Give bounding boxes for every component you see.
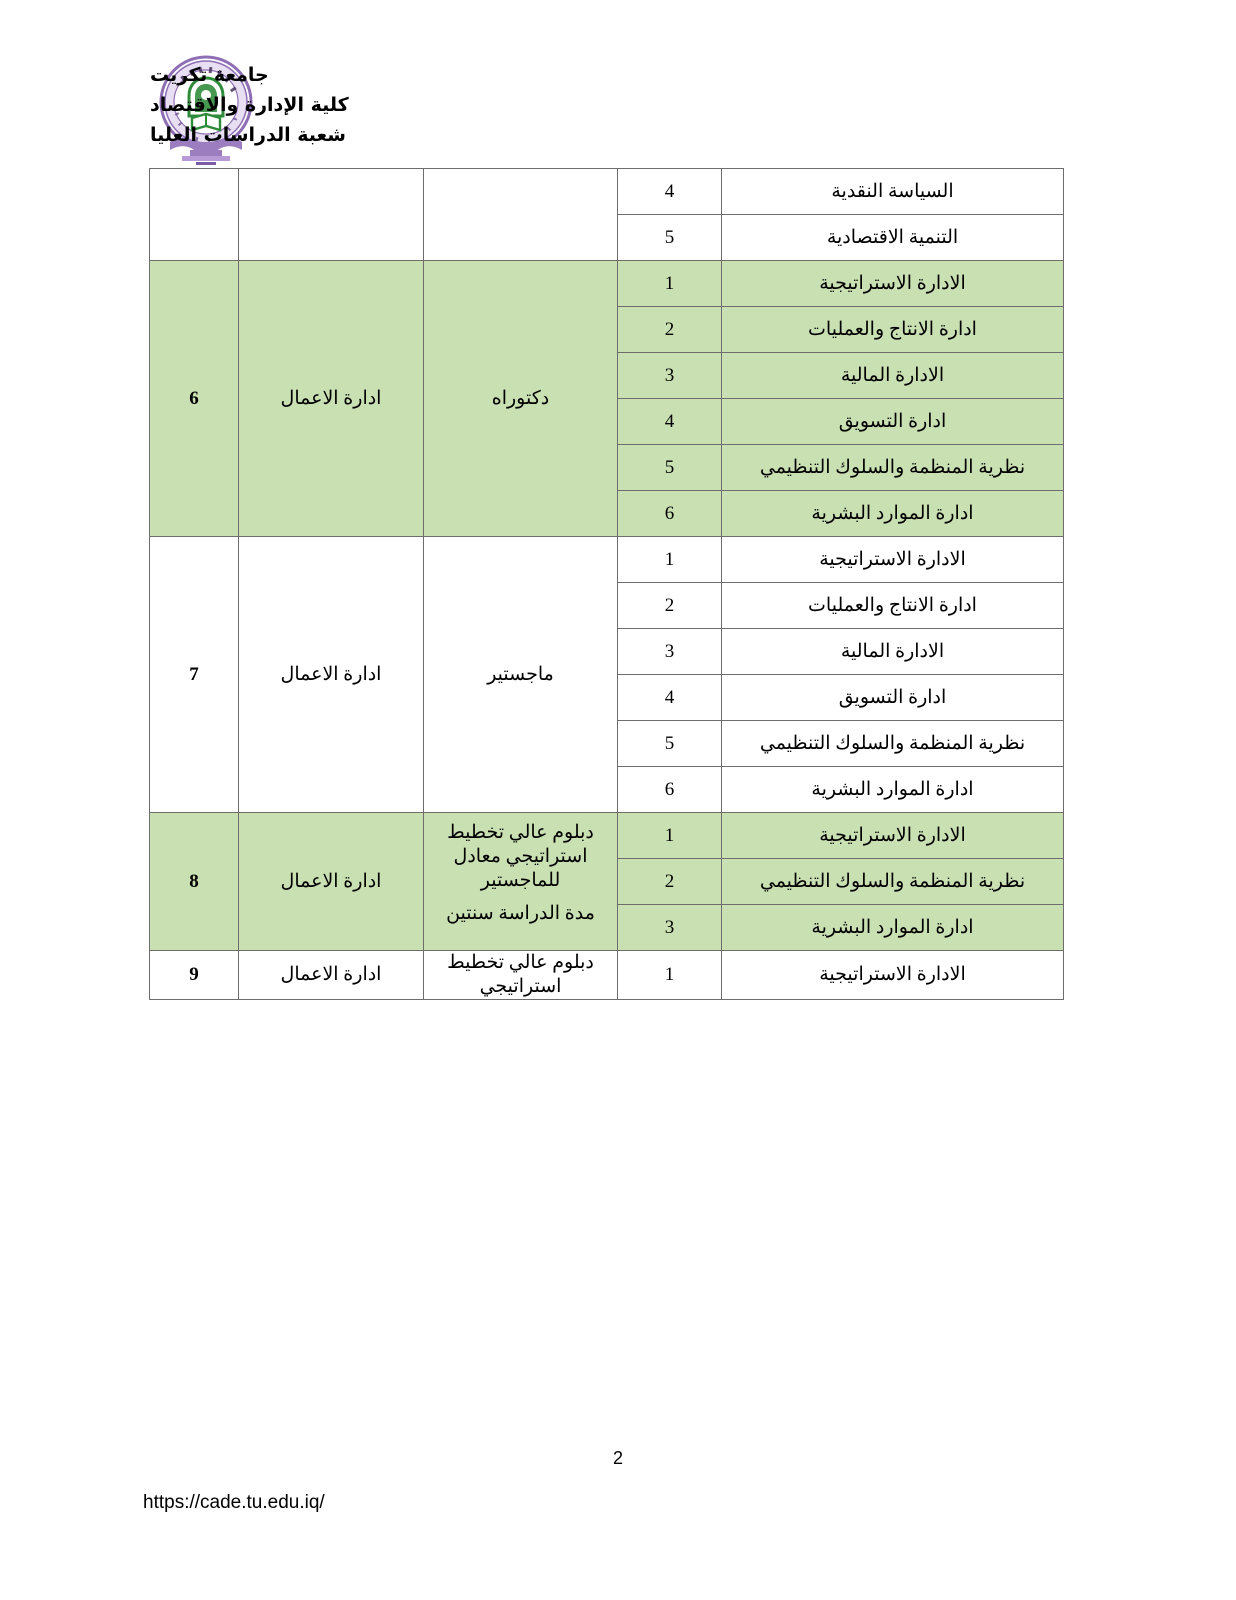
subject-number-cell: 6 <box>618 491 722 537</box>
subject-name-cell: نظرية المنظمة والسلوك التنظيمي <box>722 721 1064 767</box>
subject-name-cell: ادارة التسويق <box>722 675 1064 721</box>
page-header <box>150 50 1090 168</box>
institution-heading <box>150 60 1090 150</box>
header-line-college: كلية الإدارة والاقتصاد <box>150 94 349 116</box>
subject-number-cell: 4 <box>618 399 722 445</box>
subject-name-cell: ادارة التسويق <box>722 399 1064 445</box>
subject-number-cell: 5 <box>618 215 722 261</box>
subject-number-cell: 5 <box>618 721 722 767</box>
degree-cell <box>424 813 618 951</box>
table-row <box>150 951 1064 1000</box>
subject-number-cell: 3 <box>618 353 722 399</box>
footer-url: https://cade.tu.edu.iq/ <box>143 1492 325 1513</box>
department-cell <box>239 169 424 261</box>
subject-name-cell: ادارة الانتاج والعمليات <box>722 307 1064 353</box>
programs-table-wrapper <box>150 168 1064 1000</box>
group-index-cell <box>150 169 239 261</box>
subject-name-cell: الادارة الاستراتيجية <box>722 813 1064 859</box>
department-cell: ادارة الاعمال <box>239 813 424 951</box>
table-row <box>150 537 1064 583</box>
header-line-university: جامعة تكريت <box>150 64 269 86</box>
subject-number-cell: 3 <box>618 629 722 675</box>
subject-number-cell: 1 <box>618 951 722 1000</box>
subject-name-cell: الادارة الاستراتيجية <box>722 951 1064 1000</box>
subject-name-cell: السياسة النقدية <box>722 169 1064 215</box>
subject-number-cell: 3 <box>618 905 722 951</box>
subject-number-cell: 1 <box>618 537 722 583</box>
subject-name-cell: نظرية المنظمة والسلوك التنظيمي <box>722 445 1064 491</box>
group-index-cell: 8 <box>150 813 239 951</box>
subject-number-cell: 2 <box>618 859 722 905</box>
group-index-cell: 6 <box>150 261 239 537</box>
graduate-programs-table <box>149 168 1064 1000</box>
department-cell: ادارة الاعمال <box>239 537 424 813</box>
table-row <box>150 261 1064 307</box>
subject-number-cell: 5 <box>618 445 722 491</box>
degree-cell: دكتوراه <box>424 261 618 537</box>
subject-number-cell: 1 <box>618 261 722 307</box>
group-index-cell: 7 <box>150 537 239 813</box>
subject-name-cell: الادارة المالية <box>722 353 1064 399</box>
subject-name-cell: الادارة الاستراتيجية <box>722 537 1064 583</box>
subject-name-cell: ادارة الموارد البشرية <box>722 905 1064 951</box>
subject-name-cell: نظرية المنظمة والسلوك التنظيمي <box>722 859 1064 905</box>
group-index-cell: 9 <box>150 951 239 1000</box>
table-row <box>150 813 1064 859</box>
subject-name-cell: الادارة المالية <box>722 629 1064 675</box>
subject-number-cell: 2 <box>618 583 722 629</box>
degree-cell <box>424 169 618 261</box>
subject-number-cell: 1 <box>618 813 722 859</box>
subject-name-cell: ادارة الموارد البشرية <box>722 491 1064 537</box>
subject-number-cell: 4 <box>618 169 722 215</box>
page-number: 2 <box>612 1448 623 1468</box>
header-line-department: شعبة الدراسات العليا <box>150 124 346 146</box>
subject-name-cell: التنمية الاقتصادية <box>722 215 1064 261</box>
subject-name-cell: ادارة الانتاج والعمليات <box>722 583 1064 629</box>
department-cell: ادارة الاعمال <box>239 261 424 537</box>
subject-name-cell: ادارة الموارد البشرية <box>722 767 1064 813</box>
subject-number-cell: 2 <box>618 307 722 353</box>
degree-duration-note: مدة الدراسة سنتين <box>446 903 595 925</box>
degree-cell: دبلوم عالي تخطيط استراتيجي <box>424 951 618 1000</box>
table-row <box>150 169 1064 215</box>
degree-cell: ماجستير <box>424 537 618 813</box>
subject-name-cell: الادارة الاستراتيجية <box>722 261 1064 307</box>
degree-title: دبلوم عالي تخطيط استراتيجي معادل للماجستير <box>447 822 594 891</box>
subject-number-cell: 4 <box>618 675 722 721</box>
department-cell: ادارة الاعمال <box>239 951 424 1000</box>
subject-number-cell: 6 <box>618 767 722 813</box>
